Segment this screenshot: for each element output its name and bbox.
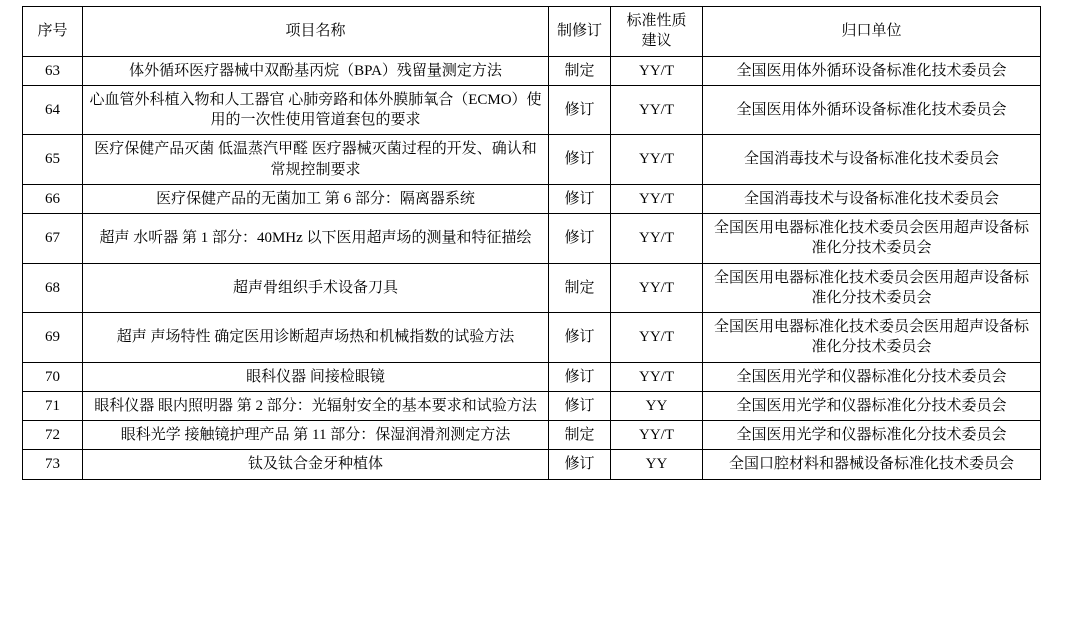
table-row (23, 85, 1041, 135)
table-row (23, 56, 1041, 85)
cell-unit: 全国医用光学和仪器标准化分技术委员会 (703, 391, 1041, 420)
cell-name: 体外循环医疗器械中双酚基丙烷（BPA）残留量测定方法 (83, 56, 549, 85)
cell-name: 医疗保健产品灭菌 低温蒸汽甲醛 医疗器械灭菌过程的开发、确认和常规控制要求 (83, 135, 549, 185)
cell-revision: 制定 (549, 56, 611, 85)
cell-seq: 68 (23, 263, 83, 313)
cell-name: 超声 声场特性 确定医用诊断超声场热和机械指数的试验方法 (83, 313, 549, 363)
cell-name: 超声骨组织手术设备刀具 (83, 263, 549, 313)
column-header-property (611, 7, 703, 57)
cell-unit: 全国消毒技术与设备标准化技术委员会 (703, 184, 1041, 213)
cell-unit: 全国医用电器标准化技术委员会医用超声设备标准化分技术委员会 (703, 313, 1041, 363)
cell-name: 心血管外科植入物和人工器官 心肺旁路和体外膜肺氧合（ECMO）使用的一次性使用管道套包的要求 (83, 85, 549, 135)
cell-seq: 67 (23, 214, 83, 264)
cell-seq: 70 (23, 362, 83, 391)
table-row (23, 214, 1041, 264)
cell-name: 眼科光学 接触镜护理产品 第 11 部分：保湿润滑剂测定方法 (83, 421, 549, 450)
cell-seq: 63 (23, 56, 83, 85)
standards-table (22, 6, 1041, 480)
cell-property: YY/T (611, 135, 703, 185)
cell-property: YY/T (611, 362, 703, 391)
column-header-property-line1: 标准性质 (626, 13, 687, 29)
table-row (23, 184, 1041, 213)
cell-name: 眼科仪器 间接检眼镜 (83, 362, 549, 391)
cell-name: 钛及钛合金牙种植体 (83, 450, 549, 479)
cell-property: YY/T (611, 263, 703, 313)
table-body (23, 56, 1041, 479)
cell-seq: 64 (23, 85, 83, 135)
column-header-revision: 制修订 (549, 7, 611, 57)
cell-property: YY/T (611, 421, 703, 450)
cell-seq: 66 (23, 184, 83, 213)
column-header-property-line2: 建议 (641, 33, 672, 50)
column-header-seq: 序号 (23, 7, 83, 57)
cell-property: YY/T (611, 56, 703, 85)
cell-revision: 修订 (549, 450, 611, 479)
table-row (23, 313, 1041, 363)
cell-revision: 修订 (549, 391, 611, 420)
cell-revision: 修订 (549, 85, 611, 135)
cell-unit: 全国医用体外循环设备标准化技术委员会 (703, 56, 1041, 85)
cell-name: 眼科仪器 眼内照明器 第 2 部分：光辐射安全的基本要求和试验方法 (83, 391, 549, 420)
column-header-name: 项目名称 (83, 7, 549, 57)
cell-seq: 73 (23, 450, 83, 479)
cell-property: YY/T (611, 85, 703, 135)
cell-property: YY/T (611, 214, 703, 264)
cell-name: 医疗保健产品的无菌加工 第 6 部分：隔离器系统 (83, 184, 549, 213)
cell-unit: 全国口腔材料和器械设备标准化技术委员会 (703, 450, 1041, 479)
cell-revision: 修订 (549, 362, 611, 391)
cell-unit: 全国消毒技术与设备标准化技术委员会 (703, 135, 1041, 185)
cell-revision: 修订 (549, 214, 611, 264)
cell-unit: 全国医用光学和仪器标准化分技术委员会 (703, 362, 1041, 391)
cell-name: 超声 水听器 第 1 部分：40MHz 以下医用超声场的测量和特征描绘 (83, 214, 549, 264)
table-row (23, 135, 1041, 185)
table-row (23, 450, 1041, 479)
cell-revision: 修订 (549, 184, 611, 213)
cell-property: YY (611, 450, 703, 479)
cell-unit: 全国医用电器标准化技术委员会医用超声设备标准化分技术委员会 (703, 214, 1041, 264)
cell-unit: 全国医用光学和仪器标准化分技术委员会 (703, 421, 1041, 450)
cell-revision: 制定 (549, 421, 611, 450)
table-row (23, 362, 1041, 391)
column-header-unit: 归口单位 (703, 7, 1041, 57)
table-header-row (23, 7, 1041, 57)
document-page (0, 6, 1080, 635)
cell-seq: 72 (23, 421, 83, 450)
cell-seq: 69 (23, 313, 83, 363)
cell-seq: 71 (23, 391, 83, 420)
table-row (23, 263, 1041, 313)
cell-property: YY (611, 391, 703, 420)
table-row (23, 421, 1041, 450)
table-row (23, 391, 1041, 420)
cell-seq: 65 (23, 135, 83, 185)
cell-revision: 修订 (549, 135, 611, 185)
cell-property: YY/T (611, 184, 703, 213)
table-header (23, 7, 1041, 57)
cell-unit: 全国医用体外循环设备标准化技术委员会 (703, 85, 1041, 135)
cell-revision: 制定 (549, 263, 611, 313)
cell-revision: 修订 (549, 313, 611, 363)
cell-unit: 全国医用电器标准化技术委员会医用超声设备标准化分技术委员会 (703, 263, 1041, 313)
cell-property: YY/T (611, 313, 703, 363)
